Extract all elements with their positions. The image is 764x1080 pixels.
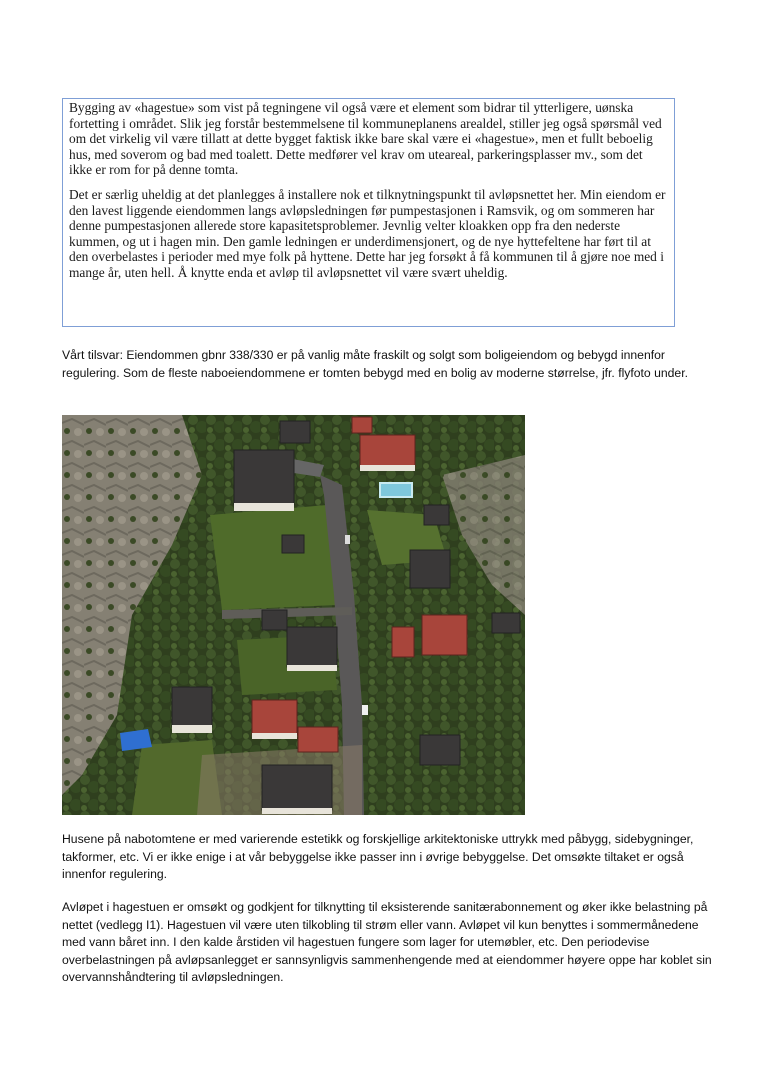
response-paragraph-2: Husene på nabotomtene er med varierende estetikk og forskjellige arkitektoniske uttrykk med påbygg, sidebygninger, takformer, etc. Vi er ikke enige i at vår bebyggelse ikke passer inn i øvrige bebyggelse. Det omsøkte tiltaket er også innenfor regulering. <box>62 832 694 882</box>
house-red-6 <box>298 727 338 752</box>
response-paragraph-3: Avløpet i hagestuen er omsøkt og godkjent for tilknytting til eksisterende sanitærabonnement og øker ikke belastning på nettet (vedlegg I1). Hagestuen vil være uten tilkobling til strøm eller vann. Avløpet vil kun benyttes i sommermånedene med vann båret inn. I den kalde årstiden vil hagestuen fungere som lager for utemøbler, etc. Den periodevise overbelastningen på avløpsanlegget er sannsynligvis sammenhengende med at eiendommer høyere oppe har koblet sin overvannshåndtering til avløpsledningen. <box>62 900 712 985</box>
house-red-1 <box>360 435 415 467</box>
house-red-4 <box>392 627 414 657</box>
car-2 <box>345 535 350 544</box>
house-dark-10 <box>424 505 449 525</box>
house-dark-11 <box>492 613 520 633</box>
quote-paragraph-2: Det er særlig uheldig at det planlegges å installere nok et tilknytningspunkt til avløpsnettet her. Min eiendom er den lavest liggende eiendommen langs avløpsledningen før pumpestasjonen i Ramsvik, og om sommeren har denne pumpestasjonen allerede store kapasitetsproblemer. Jevnlig velter kloakken opp fra den nederste kummen, og ut i hagen min. Den gamle ledningen er underdimensjonert, og de nye hyttefeltene har ført til at den overbelastes i perioder med mye folk på hyttene. Dette har jeg forsøkt å få kommunen til å gjøre noe med i mange år, uten hell. Å knytte enda et avløp til avløpsnettet vil være svært uheldig. <box>69 186 666 280</box>
house-dark-4 <box>410 550 450 588</box>
house-dark-7 <box>172 687 212 727</box>
quote-paragraph-1: Bygging av «hagestue» som vist på tegningene vil også være et element som bidrar til ytterligere, uønska fortetting i området. Slik jeg forstår bestemmelsene til kommuneplanens arealdel, stiller jeg også spørsmål ved om det virkelig vil være tillatt at dette bygget faktisk ikke bare skal være ei «hagestue», men et fullt beboelig hus, med soverom og bad med toalett. Dette medfører vel krav om uteareal, parkeringsplasser mv., som det ikke er rom for på denne tomta. <box>69 100 662 178</box>
aerial-photo <box>62 415 525 815</box>
quoted-objection-box <box>62 98 675 327</box>
swimming-pool <box>380 483 412 497</box>
house-dark-8 <box>262 765 332 810</box>
response-intro: Vårt tilsvar: Eiendommen gbnr 338/330 er på vanlig måte fraskilt og solgt som boligeiendom og bebygd innenfor regulering. Som de fleste naboeiendommene er tomten bebygd med en bolig av moderne størrelse, jfr. flyfoto under. <box>62 348 688 380</box>
house-dark-6 <box>287 627 337 667</box>
house-red-2 <box>352 417 372 433</box>
house-dark-1 <box>234 450 294 505</box>
aerial-photo-drawing <box>62 415 525 815</box>
lawn-main <box>210 505 337 610</box>
car-1 <box>362 705 368 715</box>
house-dark-5 <box>262 610 287 630</box>
house-dark-2 <box>280 421 310 443</box>
house-dark-9 <box>420 735 460 765</box>
house-red-5 <box>252 700 297 735</box>
house-dark-3 <box>282 535 304 553</box>
house-red-3 <box>422 615 467 655</box>
